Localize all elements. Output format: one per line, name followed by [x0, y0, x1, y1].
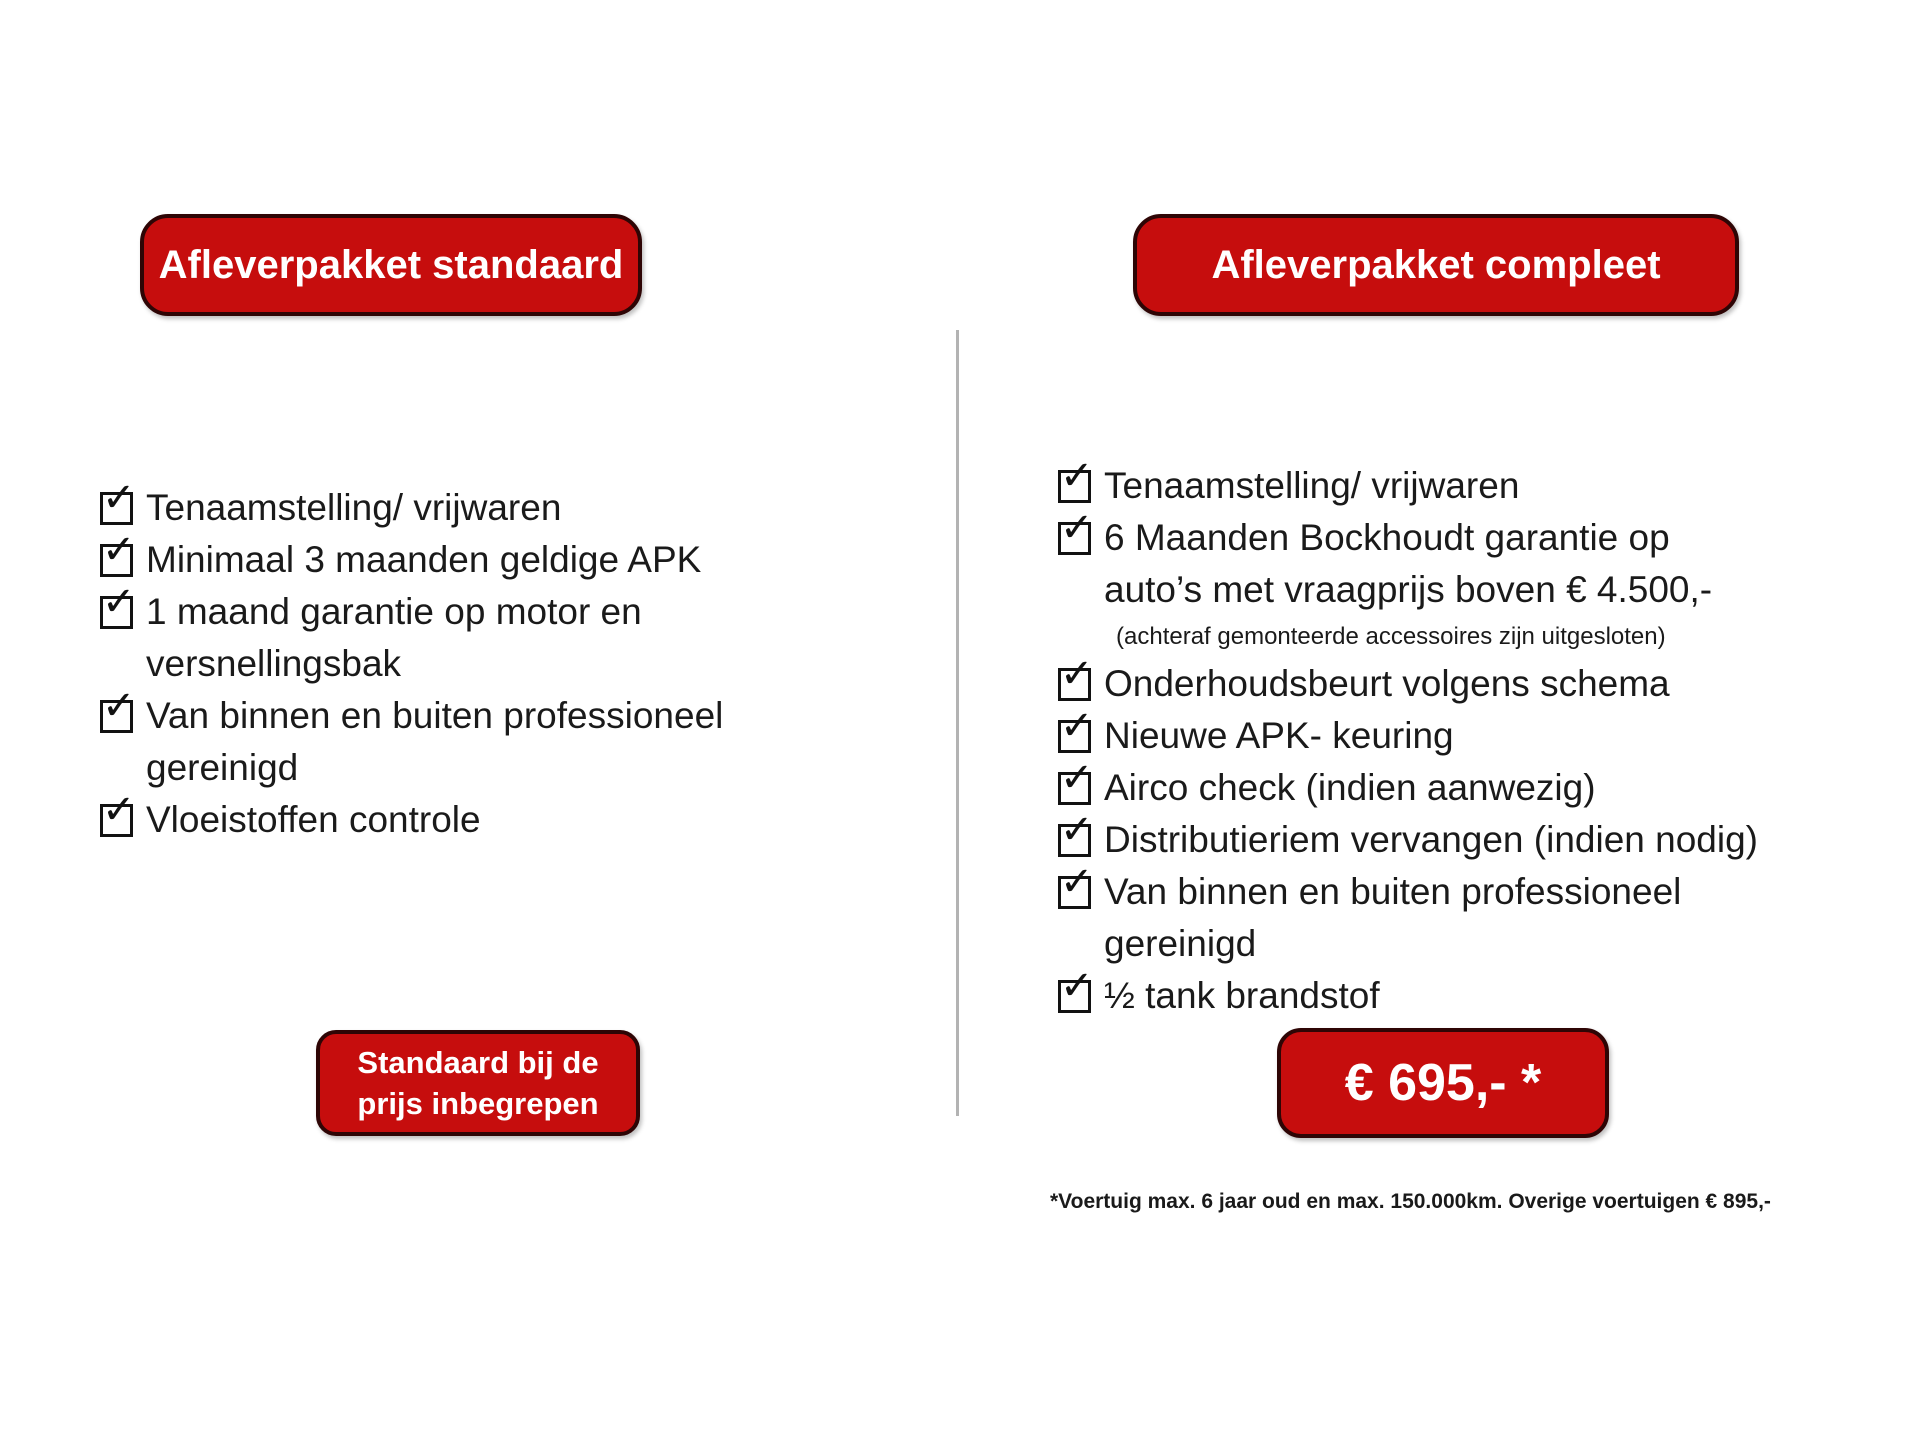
checklist-item-text: 6 Maanden Bockhoudt garantie op auto’s met vraagprijs boven € 4.500,-: [1104, 517, 1713, 610]
checklist-item: [100, 787, 820, 846]
checklist-item-note: (achteraf gemonteerde accessoires zijn uitgesloten): [1116, 623, 1666, 650]
checklist-item: [100, 475, 820, 534]
checklist-item-label: Onderhoudsbeurt volgens schema: [1104, 663, 1670, 704]
checklist-item-label: Van binnen en buiten professioneel gereinigd: [1104, 871, 1682, 964]
checklist-item-label: Van binnen en buiten professioneel gereinigd: [146, 695, 724, 788]
checklist-item-label: Tenaamstelling/ vrijwaren: [1104, 465, 1520, 506]
included-badge-line2: prijs inbegrepen: [357, 1086, 599, 1121]
check-icon: ✓: [102, 579, 136, 625]
checklist-item-label: ½ tank brandstof: [1104, 975, 1380, 1016]
checkbox-checked-icon: [1058, 807, 1094, 857]
checkbox-checked-icon: [1058, 453, 1094, 503]
checklist-item-label: 1 maand garantie op motor en versnellingsbak: [146, 591, 642, 684]
checkbox-checked-icon: [1058, 505, 1094, 555]
checklist-item-label: Tenaamstelling/ vrijwaren: [146, 487, 562, 528]
checkbox-checked-icon: [1058, 651, 1094, 701]
check-icon: ✓: [1060, 755, 1094, 801]
price-badge: [1277, 1028, 1609, 1138]
check-icon: ✓: [102, 683, 136, 729]
check-icon: ✓: [102, 527, 136, 573]
check-icon: ✓: [1060, 453, 1094, 499]
checkbox-checked-icon: [1058, 859, 1094, 909]
checklist-item: [1058, 755, 1798, 814]
check-icon: ✓: [1060, 505, 1094, 551]
checklist-item: [1058, 807, 1798, 866]
included-badge: [316, 1030, 640, 1136]
checklist-item: [1058, 453, 1798, 512]
check-icon: ✓: [1060, 859, 1094, 905]
right-checklist: [1058, 453, 1798, 1022]
checklist-item: [100, 683, 820, 794]
checklist-item-label: Nieuwe APK- keuring: [1104, 715, 1454, 756]
right-package-title: Afleverpakket compleet: [1211, 242, 1661, 287]
checkbox-checked-icon: [1058, 963, 1094, 1013]
check-icon: ✓: [1060, 963, 1094, 1009]
check-icon: ✓: [102, 787, 136, 833]
included-badge-line1: Standaard bij de: [357, 1045, 599, 1080]
checkbox-checked-icon: [100, 527, 136, 577]
checklist-item: [1058, 651, 1798, 710]
price-label: € 695,- *: [1344, 1054, 1542, 1112]
footnote: *Voertuig max. 6 jaar oud en max. 150.000km. Overige voertuigen € 895,-: [1050, 1190, 1771, 1213]
checkbox-checked-icon: [1058, 755, 1094, 805]
check-icon: ✓: [1060, 651, 1094, 697]
right-package-header: [1133, 214, 1739, 316]
checklist-item-label: Airco check (indien aanwezig): [1104, 767, 1596, 808]
checklist-item-label: Vloeistoffen controle: [146, 799, 481, 840]
left-package-title: Afleverpakket standaard: [158, 242, 624, 287]
checklist-item-label: Minimaal 3 maanden geldige APK: [146, 539, 702, 580]
checklist-item: [1058, 963, 1798, 1022]
checklist-item: [1058, 859, 1798, 970]
checkbox-checked-icon: [100, 787, 136, 837]
checkbox-checked-icon: [100, 683, 136, 733]
column-divider: [956, 330, 959, 1116]
check-icon: ✓: [102, 475, 136, 521]
checklist-item-label: [1104, 512, 1764, 658]
left-package-header: [140, 214, 642, 316]
checklist-item: [1058, 703, 1798, 762]
checklist-item: [1058, 505, 1798, 658]
check-icon: ✓: [1060, 703, 1094, 749]
left-checklist: [100, 475, 820, 846]
checkbox-checked-icon: [100, 475, 136, 525]
check-icon: ✓: [1060, 807, 1094, 853]
checkbox-checked-icon: [100, 579, 136, 629]
checkbox-checked-icon: [1058, 703, 1094, 753]
checklist-item: [100, 527, 820, 586]
checklist-item-label: Distributieriem vervangen (indien nodig): [1104, 819, 1758, 860]
checklist-item: [100, 579, 820, 690]
